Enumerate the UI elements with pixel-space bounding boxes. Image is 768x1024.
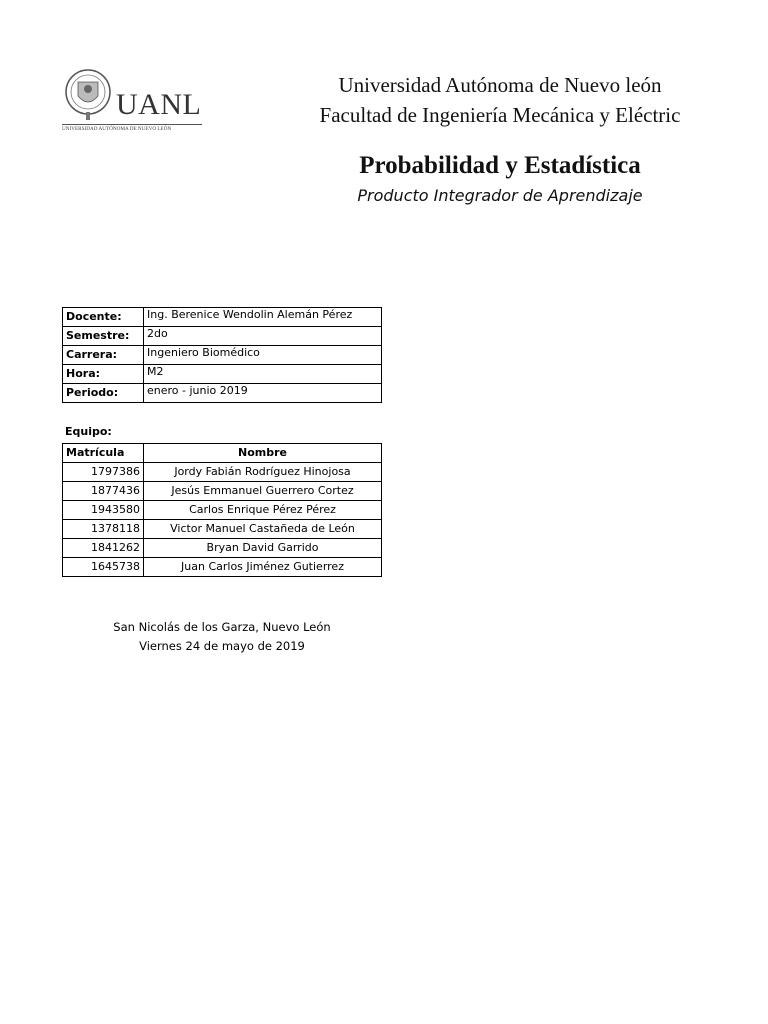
nombre-cell: Jordy Fabián Rodríguez Hinojosa (144, 463, 382, 482)
logo-subline: UNIVERSIDAD AUTÓNOMA DE NUEVO LEÓN (62, 124, 202, 132)
team-table (62, 443, 382, 577)
table-row (63, 501, 382, 520)
info-row (63, 365, 382, 384)
location-text: San Nicolás de los Garza, Nuevo León (113, 620, 331, 634)
info-row (63, 308, 382, 327)
matricula-cell: 1877436 (63, 482, 144, 501)
logo-brand: UANL (116, 88, 202, 121)
info-label: Semestre: (63, 327, 144, 346)
team-label: Equipo: (65, 425, 112, 438)
table-row (63, 539, 382, 558)
team-header-row (63, 444, 382, 463)
info-row (63, 346, 382, 365)
matricula-cell: 1378118 (63, 520, 144, 539)
nombre-cell: Carlos Enrique Pérez Pérez (144, 501, 382, 520)
matricula-cell: 1841262 (63, 539, 144, 558)
info-row (63, 384, 382, 403)
table-row (63, 558, 382, 577)
uanl-seal-icon (64, 68, 112, 122)
info-label: Hora: (63, 365, 144, 384)
info-label: Docente: (63, 308, 144, 327)
nombre-cell: Juan Carlos Jiménez Gutierrez (144, 558, 382, 577)
info-value: M2 (144, 365, 382, 384)
uanl-logo (62, 66, 202, 136)
header-nombre: Nombre (144, 444, 382, 463)
info-value: Ingeniero Biomédico (144, 346, 382, 365)
document-subtitle: Producto Integrador de Aprendizaje (357, 186, 643, 205)
info-value: enero - junio 2019 (144, 384, 382, 403)
info-value: Ing. Berenice Wendolin Alemán Pérez (144, 308, 382, 327)
faculty-title: Facultad de Ingeniería Mecánica y Eléctric (319, 103, 681, 127)
table-row (63, 482, 382, 501)
university-title: Universidad Autónoma de Nuevo león (338, 73, 662, 97)
info-label: Carrera: (63, 346, 144, 365)
nombre-cell: Bryan David Garrido (144, 539, 382, 558)
table-row (63, 520, 382, 539)
info-table (62, 307, 382, 403)
matricula-cell: 1943580 (63, 501, 144, 520)
matricula-cell: 1797386 (63, 463, 144, 482)
nombre-cell: Jesús Emmanuel Guerrero Cortez (144, 482, 382, 501)
matricula-cell: 1645738 (63, 558, 144, 577)
header-matricula: Matrícula (63, 444, 144, 463)
table-row (63, 463, 382, 482)
info-row (63, 327, 382, 346)
info-label: Periodo: (63, 384, 144, 403)
nombre-cell: Victor Manuel Castañeda de León (144, 520, 382, 539)
info-value: 2do (144, 327, 382, 346)
course-title: Probabilidad y Estadística (359, 152, 641, 179)
date-text: Viernes 24 de mayo de 2019 (139, 639, 305, 653)
